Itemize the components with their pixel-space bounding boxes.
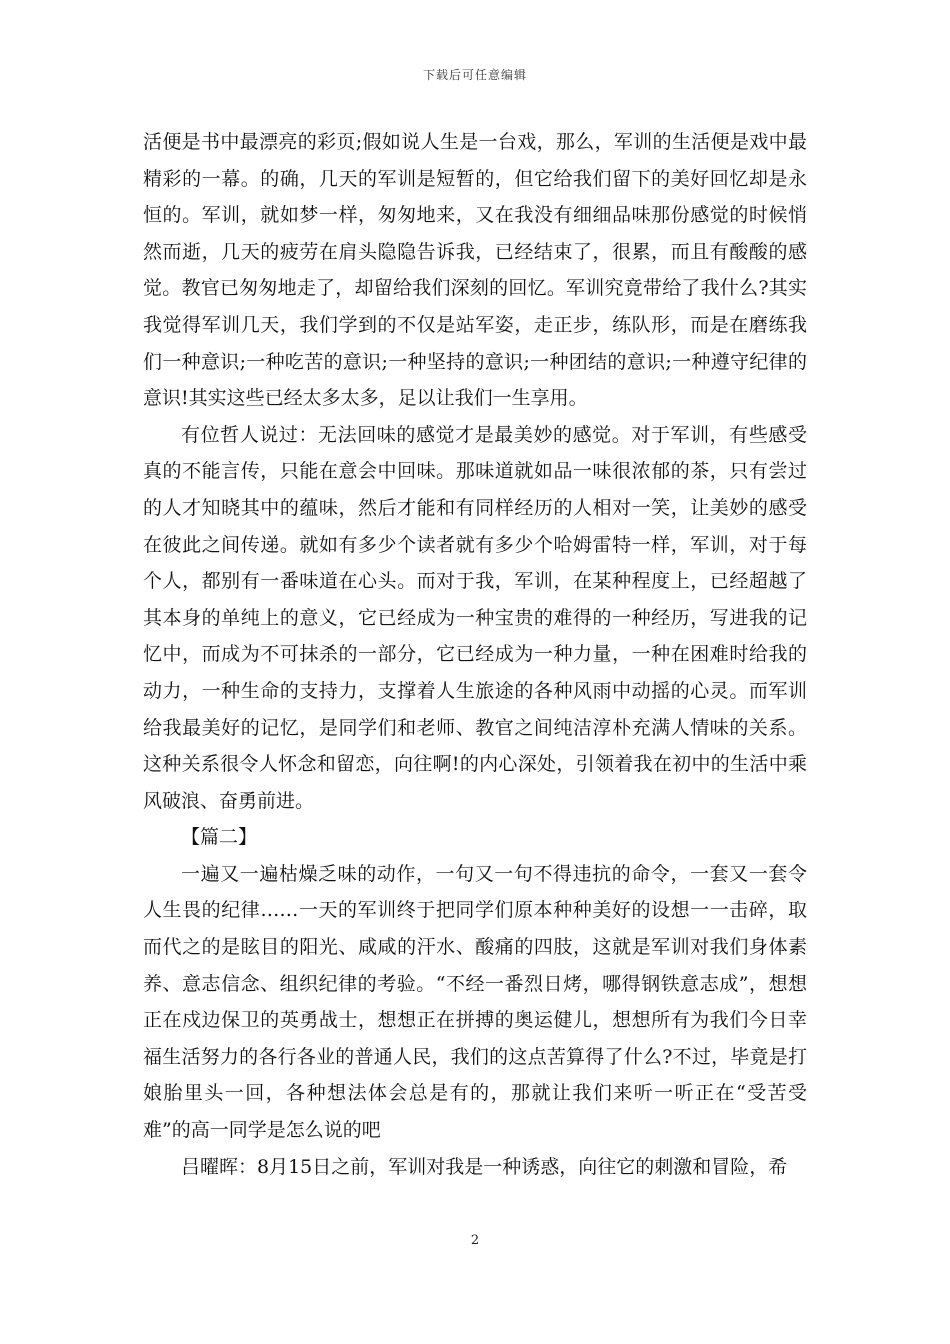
page-number: 2 <box>470 1233 480 1248</box>
section-heading: 【篇二】 <box>181 826 258 849</box>
page-header: 下载后可任意编辑 <box>422 68 527 82</box>
paragraph-4: 吕曜晖：8月15日之前，军训对我是一种诱惑，向往它的刺激和冒险，希 <box>181 1155 788 1178</box>
paragraph-3: 一遍又一遍枯燥乏味的动作，一句又一句不得违抗的命令，一套又一套令人生畏的纪律……一天的军训终于把同学们原本种种美好的设想一一击碎，取而代之的是眩目的阳光、咸咸的汗水、酸痛的四肢，这就是军训对我们身体素养、意志信念、组织纪律的考验。“不经一番烈日烤，哪得钢铁意志成”，想想正在戍边保卫的英勇战士，想想正在拼搏的奥运健儿，想想所有为我们今日幸福生活努力的各行各业的普通人民，我们的这点苦算得了什么?不过，毕竟是打娘胎里头一回，各种想法体会总是有的，那就让我们来听一听正在“受苦受难”的高一同学是怎么说的吧 <box>143 862 807 1142</box>
paragraph-1: 活便是书中最漂亮的彩页;假如说人生是一台戏，那么，军训的生活便是戏中最精彩的一幕。的确，几天的军训是短暂的，但它给我们留下的美好回忆却是永恒的。军训，就如梦一样，匆匆地来，又在我没有细细品味那份感觉的时候悄然而逝，几天的疲劳在肩头隐隐告诉我，已经结束了，很累，而且有酸酸的感觉。教官已匆匆地走了，却留给我们深刻的回忆。军训究竟带给了我什么?其实我觉得军训几天，我们学到的不仅是站军姿，走正步，练队形，而是在磨练我们一种意识;一种吃苦的意识;一种坚持的意识;一种团结的意识;一种遵守纪律的意识!其实这些已经太多太多，足以让我们一生享用。 <box>143 131 807 410</box>
document-body <box>143 124 807 1185</box>
paragraph-2: 有位哲人说过：无法回味的感觉才是最美妙的感觉。对于军训，有些感受真的不能言传，只能在意会中回味。那味道就如品一味很浓郁的茶，只有尝过的人才知晓其中的蕴味，然后才能和有同样经历的人相对一笑，让美妙的感受在彼此之间传递。就如有多少个读者就有多少个哈姆雷特一样，军训，对于每个人，都别有一番味道在心头。而对于我，军训，在某种程度上，已经超越了其本身的单纯上的意义，它已经成为一种宝贵的难得的一种经历，写进我的记忆中，而成为不可抹杀的一部分，它已经成为一种力量，一种在困难时给我的动力，一种生命的支持力，支撑着人生旅途的各种风雨中动摇的心灵。而军训给我最美好的记忆，是同学们和老师、教官之间纯洁淳朴充满人情味的关系。这种关系很令人怀念和留恋，向往啊!的内心深处，引领着我在初中的生活中乘风破浪、奋勇前进。 <box>143 423 807 812</box>
